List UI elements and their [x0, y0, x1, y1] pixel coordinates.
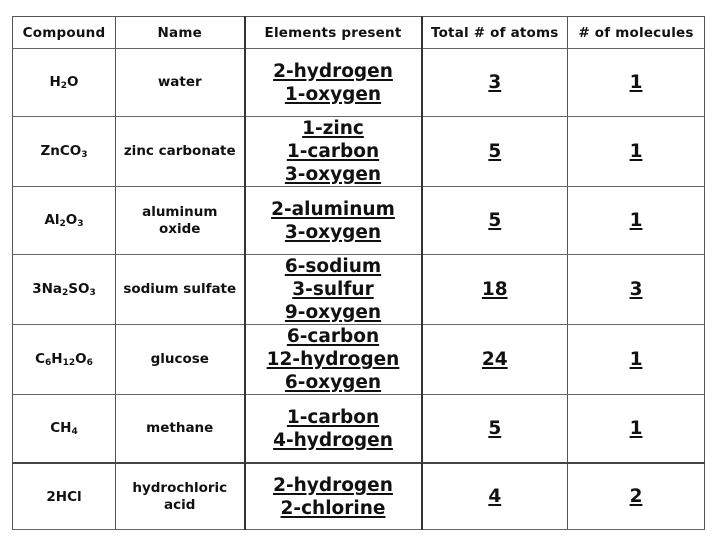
table-row	[13, 187, 705, 255]
elements-present	[245, 395, 422, 464]
element-count-text: 2-aluminum	[271, 198, 395, 220]
element-count	[246, 429, 421, 452]
elements-present	[245, 187, 422, 255]
table-row	[13, 49, 705, 117]
element-count	[246, 163, 421, 186]
table-body	[13, 49, 705, 530]
formula-subscript: 2	[59, 219, 66, 229]
element-count	[246, 474, 421, 497]
formula-symbol: ZnCO	[40, 143, 82, 159]
compound-formula	[13, 117, 116, 187]
molecule-count	[568, 325, 705, 395]
formula-symbol: O	[65, 212, 78, 228]
formula-subscript: 6	[45, 358, 52, 368]
header-name: Name	[116, 17, 245, 49]
element-count	[246, 371, 421, 394]
formula-symbol: O	[75, 351, 87, 367]
molecule-count	[568, 255, 705, 325]
molecule-count-value: 1	[629, 349, 643, 370]
formula-symbol: H	[51, 351, 63, 367]
total-atoms-value: 5	[488, 141, 502, 162]
compound-name-text: glucose	[150, 351, 209, 367]
element-count	[246, 278, 421, 301]
total-atoms-value: 18	[481, 279, 508, 300]
formula-subscript: 3	[89, 288, 96, 298]
formula-symbol: Al	[44, 212, 60, 228]
compounds-worksheet	[12, 16, 704, 521]
element-count-text: 2-hydrogen	[273, 60, 393, 82]
molecule-count	[568, 395, 705, 464]
formula-subscript: 12	[62, 358, 76, 368]
molecule-count-value: 1	[629, 418, 643, 439]
total-atoms	[422, 325, 568, 395]
formula-subscript: 3	[81, 150, 88, 160]
formula-subscript: 4	[71, 427, 78, 437]
molecule-count-value: 1	[629, 210, 643, 231]
header-molecules: # of molecules	[568, 17, 705, 49]
compound-formula	[13, 463, 116, 530]
compound-name	[116, 117, 245, 187]
compound-name-text: sodium sulfate	[123, 281, 237, 297]
total-atoms-value: 4	[488, 486, 502, 507]
compound-formula	[13, 325, 116, 395]
compounds-table	[12, 16, 705, 530]
formula-symbol: C	[35, 351, 46, 367]
elements-present	[245, 255, 422, 325]
compound-name	[116, 325, 245, 395]
element-count-text: 3-oxygen	[284, 164, 382, 185]
elements-present	[245, 463, 422, 530]
formula-subscript: 3	[77, 219, 84, 229]
compound-formula	[13, 187, 116, 255]
element-count	[246, 117, 421, 140]
molecule-count	[568, 117, 705, 187]
formula-symbol: H	[49, 74, 61, 90]
total-atoms	[422, 49, 568, 117]
total-atoms	[422, 395, 568, 464]
element-count-text: 3-oxygen	[284, 221, 382, 243]
compound-name	[116, 255, 245, 325]
element-count	[246, 497, 421, 520]
formula-symbol: 3Na	[32, 281, 63, 297]
header-elements-present: Elements present	[245, 17, 422, 49]
molecule-count-value: 1	[629, 141, 643, 162]
molecule-count-value: 1	[629, 72, 643, 93]
element-count-text: 3-sulfur	[292, 279, 374, 300]
molecule-count	[568, 49, 705, 117]
compound-name-text: hydrochloric acid	[132, 479, 228, 513]
elements-present	[245, 49, 422, 117]
compound-name	[116, 395, 245, 464]
element-count	[246, 221, 421, 244]
formula-symbol: 2HCl	[46, 488, 82, 505]
element-count-text: 1-oxygen	[284, 83, 382, 105]
element-count-text: 4-hydrogen	[273, 429, 393, 451]
elements-present	[245, 117, 422, 187]
table-row	[13, 395, 705, 464]
total-atoms	[422, 117, 568, 187]
element-count-text: 1-zinc	[302, 118, 364, 139]
molecule-count	[568, 463, 705, 530]
formula-symbol: CH	[50, 420, 72, 436]
element-count	[246, 140, 421, 163]
header-compound: Compound	[13, 17, 116, 49]
element-count	[246, 255, 421, 278]
element-count-text: 6-sodium	[284, 256, 382, 277]
element-count	[246, 406, 421, 429]
element-count	[246, 325, 421, 348]
compound-name-text: aluminum oxide	[142, 203, 218, 237]
header-row	[13, 17, 705, 49]
element-count	[246, 83, 421, 106]
molecule-count-value: 2	[629, 486, 643, 507]
table-row	[13, 463, 705, 530]
compound-name-text: water	[157, 74, 202, 90]
compound-name	[116, 463, 245, 530]
formula-symbol: SO	[68, 281, 90, 297]
element-count-text: 12-hydrogen	[266, 349, 400, 370]
element-count-text: 1-carbon	[286, 141, 380, 162]
compound-name	[116, 49, 245, 117]
formula-subscript: 6	[86, 358, 93, 368]
formula-subscript: 2	[62, 288, 69, 298]
formula-subscript: 2	[60, 81, 68, 91]
compound-name-text: methane	[146, 420, 214, 436]
total-atoms-value: 24	[481, 349, 508, 370]
element-count-text: 1-carbon	[286, 406, 380, 428]
element-count-text: 2-chlorine	[280, 497, 386, 519]
formula-symbol: O	[67, 74, 79, 90]
element-count	[246, 301, 421, 324]
total-atoms-value: 5	[488, 210, 502, 231]
compound-name	[116, 187, 245, 255]
table-row	[13, 117, 705, 187]
element-count-text: 6-oxygen	[284, 372, 382, 393]
total-atoms	[422, 463, 568, 530]
compound-formula	[13, 395, 116, 464]
table-row	[13, 255, 705, 325]
compound-formula	[13, 49, 116, 117]
total-atoms	[422, 255, 568, 325]
total-atoms	[422, 187, 568, 255]
total-atoms-value: 3	[488, 72, 502, 93]
element-count	[246, 348, 421, 371]
element-count	[246, 60, 421, 83]
element-count-text: 6-carbon	[286, 326, 380, 347]
molecule-count-value: 3	[629, 279, 643, 300]
table-row	[13, 325, 705, 395]
compound-name-text: zinc carbonate	[123, 143, 236, 159]
element-count	[246, 198, 421, 221]
header-total-atoms: Total # of atoms	[422, 17, 568, 49]
elements-present	[245, 325, 422, 395]
element-count-text: 9-oxygen	[284, 302, 382, 323]
element-count-text: 2-hydrogen	[273, 474, 393, 496]
compound-formula	[13, 255, 116, 325]
total-atoms-value: 5	[488, 418, 502, 439]
molecule-count	[568, 187, 705, 255]
